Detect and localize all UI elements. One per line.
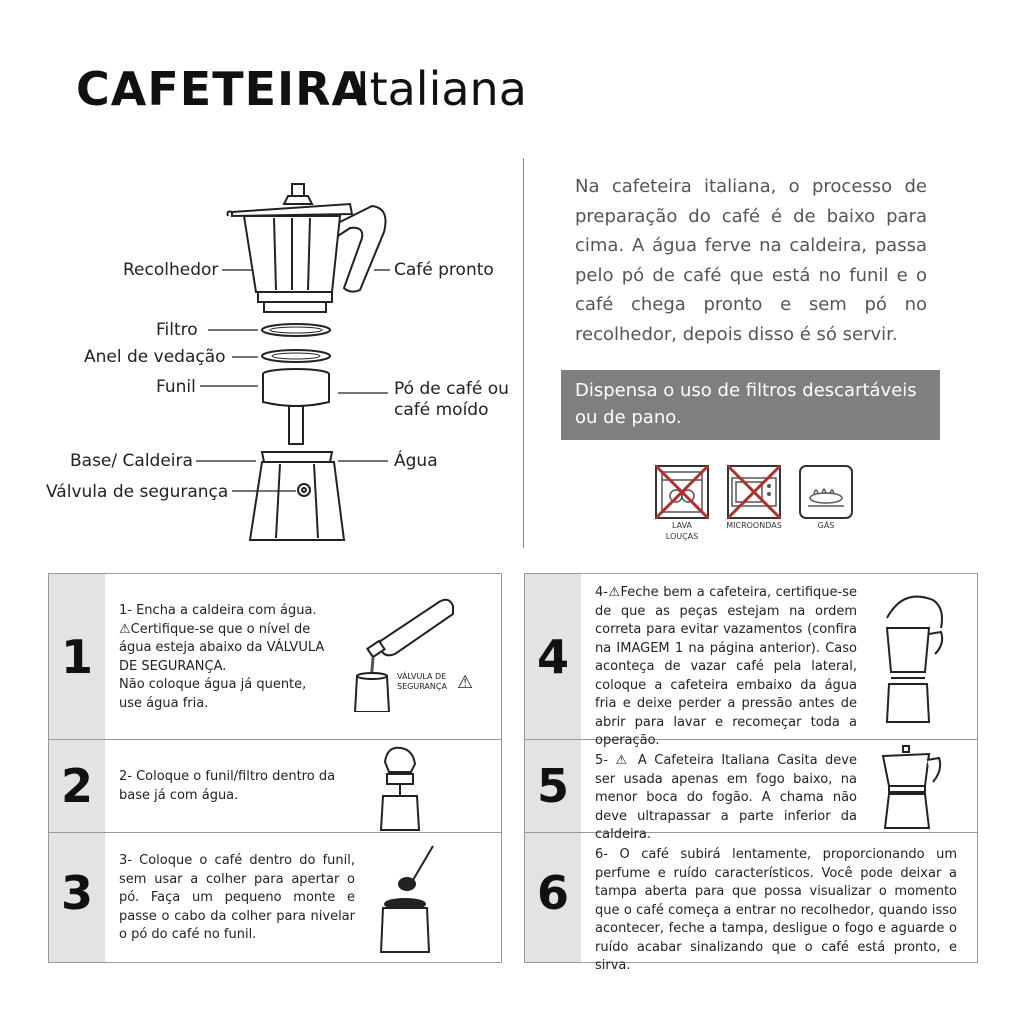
moka-pot-exploded-diagram — [0, 0, 524, 560]
step-number-3: 3 — [60, 866, 93, 920]
dishwasher-crossed-icon — [654, 464, 710, 520]
label-funil: Funil — [156, 377, 196, 397]
recolhedor-part — [228, 184, 386, 312]
no-filters-banner: Dispensa o uso de filtros descartáveis ou de pano. — [561, 370, 940, 440]
label-anel-vedacao: Anel de vedação — [84, 347, 226, 367]
pouring-water-illustration — [349, 592, 499, 712]
title-light: Italiana — [356, 62, 527, 116]
funnel-insert-illustration — [371, 742, 431, 832]
warning-icon: ⚠ — [457, 672, 474, 693]
warning-icon: ⚠ — [615, 753, 631, 768]
label-cafe-pronto: Café pronto — [394, 260, 494, 280]
label-po-cafe-1: Pó de café ou — [394, 379, 509, 399]
filtro-part — [262, 324, 330, 336]
step-number-1: 1 — [60, 630, 93, 684]
valve-caption: VÁLVULA DE SEGURANÇA — [397, 672, 447, 691]
column-divider — [523, 158, 524, 548]
label-agua: Água — [394, 451, 438, 471]
icon-label-gas: GÁS — [817, 521, 835, 530]
step-number-5: 5 — [536, 759, 569, 813]
label-base-caldeira: Base/ Caldeira — [70, 451, 193, 471]
step-6-text: 6- O café subirá lentamente, proporcionando um perfume e ruído característicos. Você pode deixar a tampa aberta para que possa visualizar o momento que o café começa a entrar no recolhedor, quando isso acontecer, feche a tampa, desligue o fogo e aguarde o ruído acabar sinalizando que o café está pronto, e sirva. — [595, 847, 957, 973]
base-part — [250, 452, 344, 540]
step-1-text: 1- Encha a caldeira com água. ⚠Certifique-se que o nível de água esteja abaixo da VÁLVULA DE SEGURANÇA. Não coloque água já quente, use água fria. — [119, 603, 325, 711]
warning-icon: ⚠ — [607, 585, 621, 600]
funil-part — [263, 369, 329, 444]
step-2-text: 2- Coloque o funil/filtro dentro da base já com água. — [119, 769, 336, 803]
intro-paragraph: Na cafeteira italiana, o processo de preparação do café é de baixo para cima. A água ferve na caldeira, passa pelo pó de café que está no funil e o café chega pronto e sem pó no recolhedor, depois disso é só servir. — [575, 176, 927, 345]
label-filtro: Filtro — [156, 320, 198, 340]
label-valvula-seguranca: Válvula de segurança — [46, 482, 229, 502]
closing-pot-illustration — [873, 588, 953, 728]
step-number-4: 4 — [536, 630, 569, 684]
moka-pot-illustration — [877, 742, 947, 832]
warning-icon: ⚠ — [119, 621, 131, 637]
title-bold: CAFETEIRA — [76, 62, 369, 116]
icon-label-microondas: MICROONDAS — [726, 521, 782, 530]
step-3-text: 3- Coloque o café dentro do funil, sem usar a colher para apertar o pó. Faça um pequeno monte e passe o cabo da colher para nivelar o pó do café no funil. — [119, 853, 355, 942]
steps-right-box — [524, 573, 978, 973]
steps-left-box — [48, 573, 502, 963]
icon-label-lava-loucas: LAVA LOUÇAS — [665, 521, 699, 541]
microwave-crossed-icon — [726, 464, 782, 520]
step-4-text: 4-⚠Feche bem a cafeteira, certifique-se de que as peças estejam na ordem correta para evitar vazamentos (confira na IMAGEM 1 na página anterior). Caso aconteça de vazar café pela lateral, coloque a cafeteira embaixo da água fria e deixe perder a pressão antes de abrir para lavar e recomeçar toda a operação. — [595, 585, 857, 748]
step-number-2: 2 — [60, 759, 93, 813]
label-po-cafe-2: café moído — [394, 400, 489, 420]
spoon-coffee-illustration — [371, 840, 471, 960]
step-5-text: 5- ⚠ A Cafeteira Italiana Casita deve ser usada apenas em fogo baixo, na menor boca do fogão. A chama não deve ultrapassar a parte inferior da caldeira. — [595, 753, 857, 842]
step-number-6: 6 — [536, 866, 569, 920]
label-recolhedor: Recolhedor — [123, 260, 219, 280]
gas-burner-icon — [798, 464, 854, 520]
